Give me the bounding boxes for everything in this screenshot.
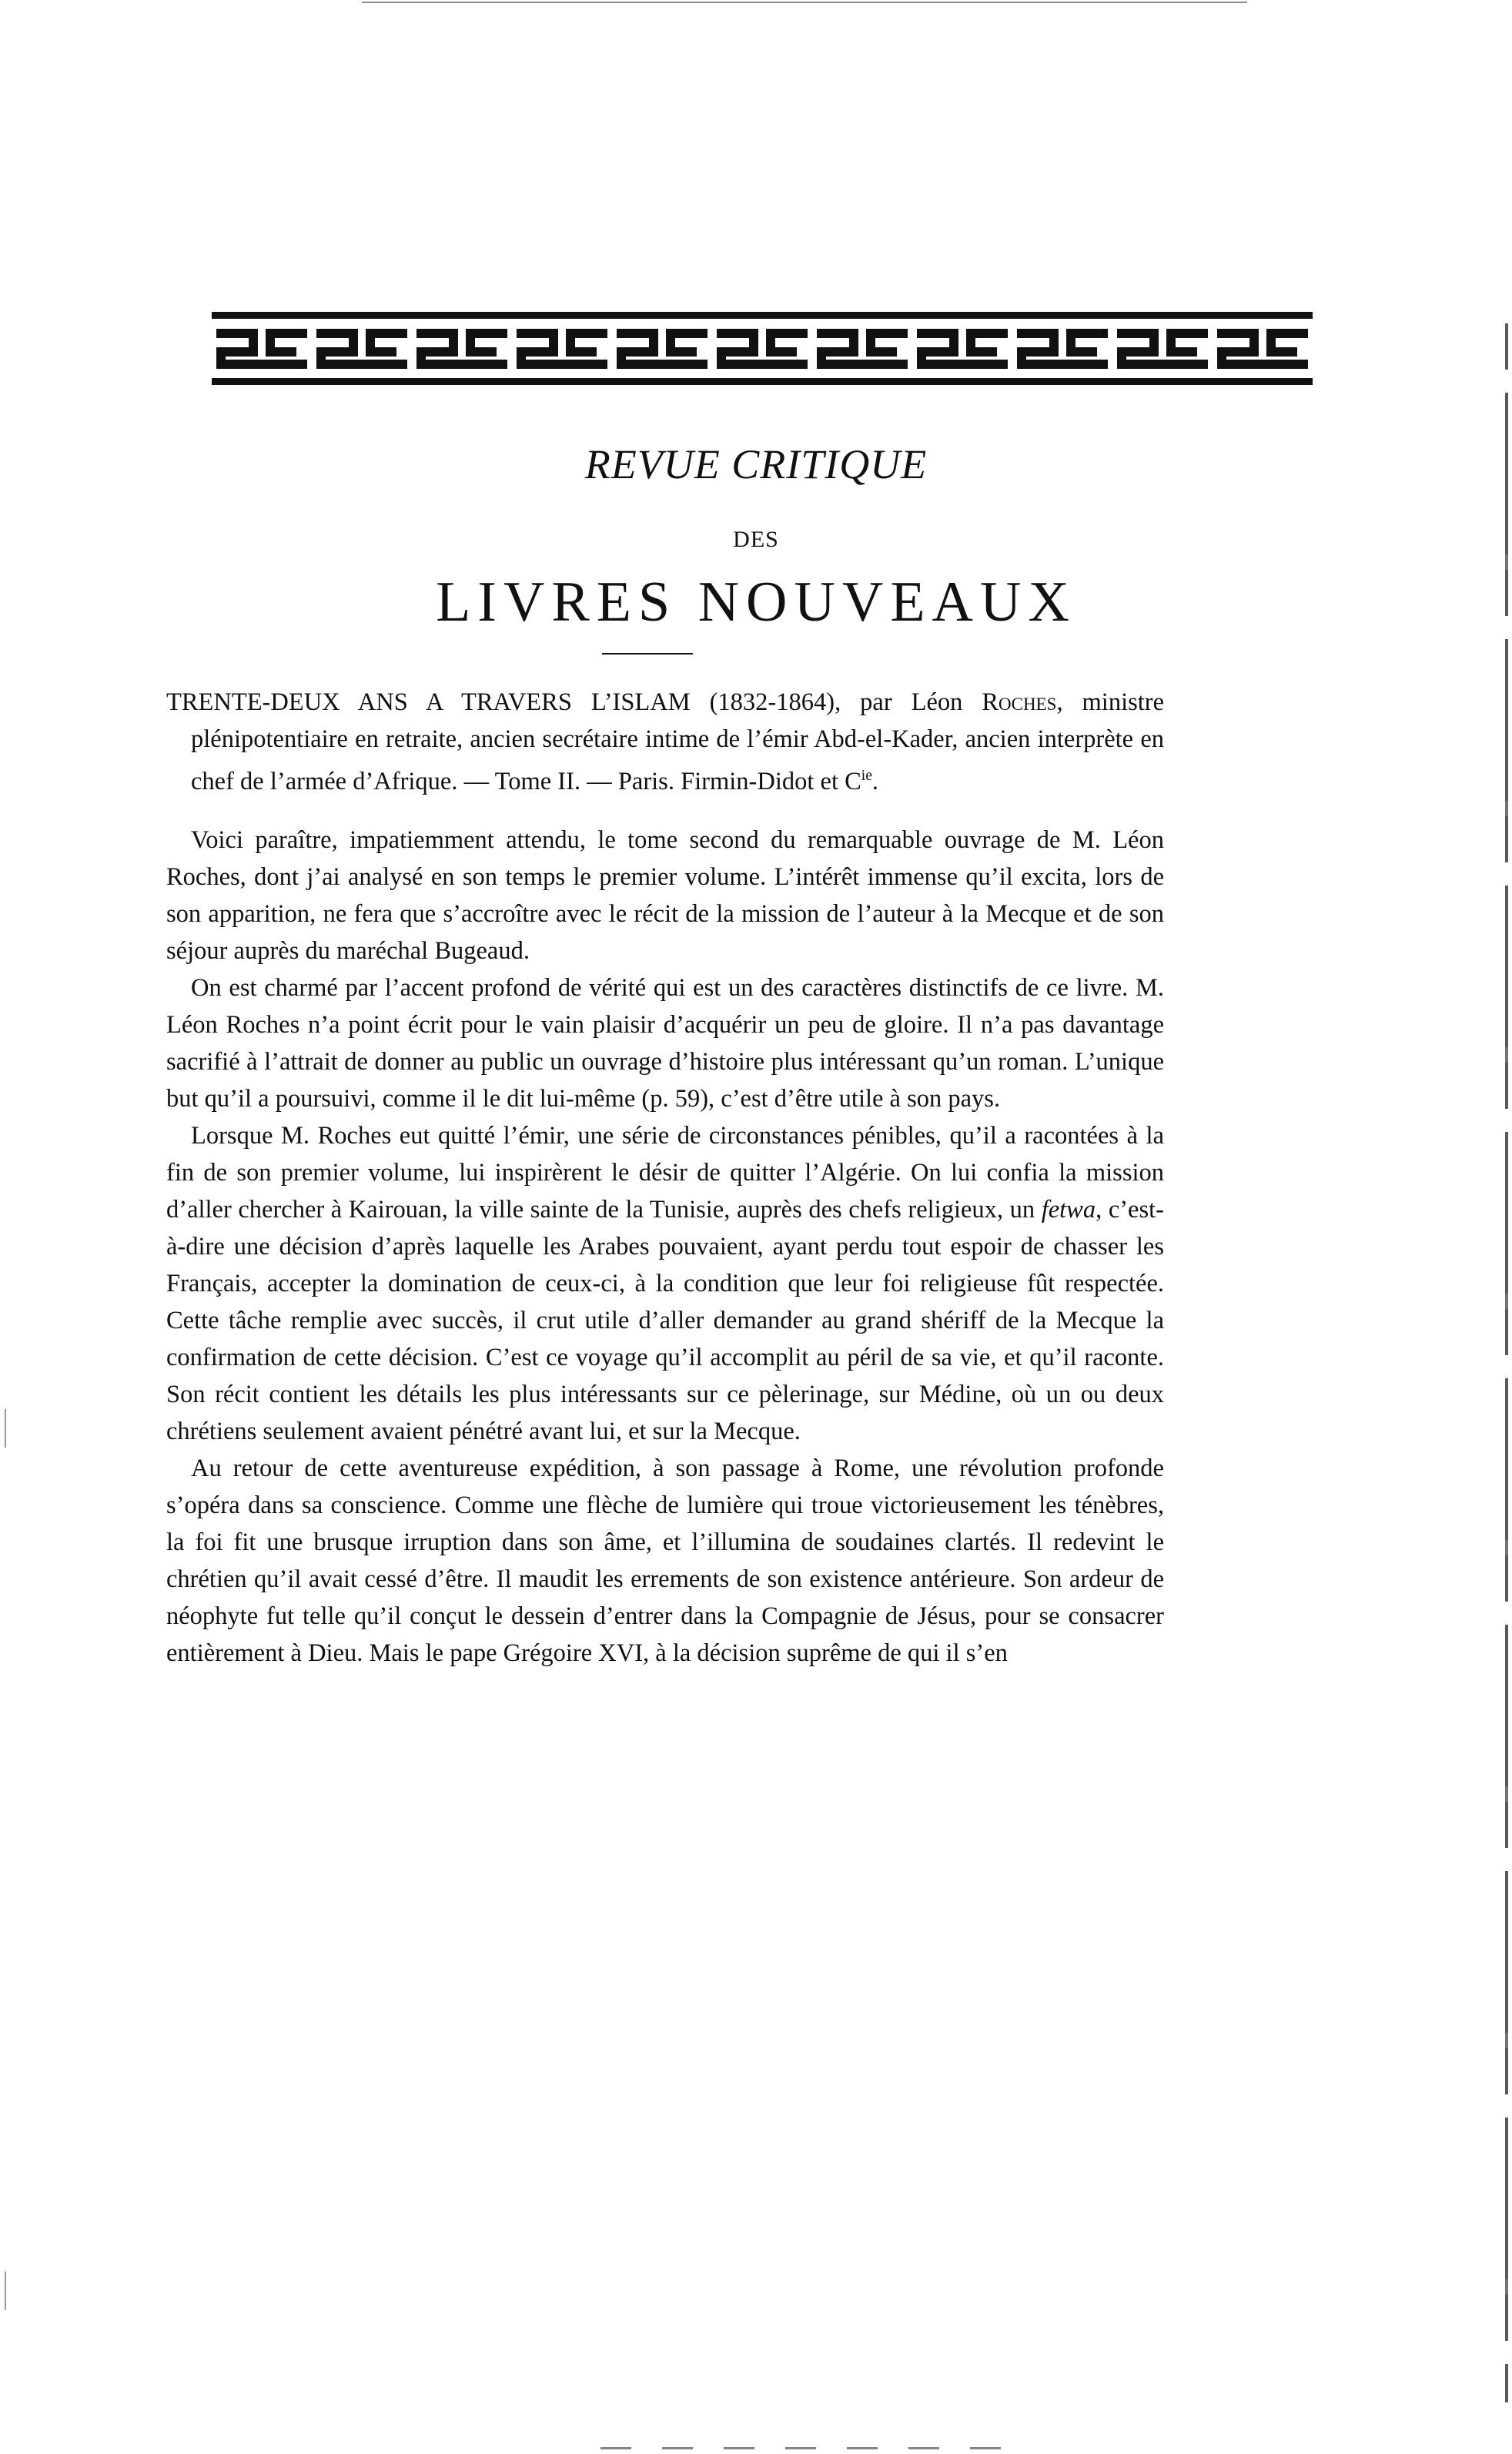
key-segment	[666, 347, 697, 357]
title-divider-rule	[602, 653, 693, 655]
book-ref-end: .	[871, 767, 878, 795]
author-last-name: Roches	[982, 688, 1057, 716]
key-segment	[966, 347, 997, 357]
scan-artifact-left-mark	[5, 1409, 6, 1448]
key-segment	[766, 347, 797, 357]
scan-artifact-bottom-dashes	[600, 2447, 1032, 2449]
scan-artifact-top-rule	[362, 2, 1247, 5]
key-segment	[617, 360, 707, 369]
key-segment	[817, 360, 908, 369]
paragraph-text: Lorsque M. Roches eut quitté l’émir, une série de circonstances pénibles, qu’il a racontées à la fin de son premier volume, lui inspirèrent le désir de quitter l’Algérie. On lui confia la mission d’aller chercher à Kairouan, la ville sainte de la Tunisie, auprès des chefs religieux, un	[166, 1121, 1164, 1224]
greek-key-ornament-svg	[212, 312, 1313, 385]
key-segment	[266, 347, 296, 357]
review-body	[166, 684, 1164, 1672]
scan-artifact-left-mark	[5, 2272, 6, 2310]
key-segment	[1066, 347, 1097, 357]
scan-artifact-right-edge	[1505, 323, 1508, 2402]
key-segment	[566, 347, 597, 357]
key-segment	[366, 347, 396, 357]
book-by: , par	[835, 688, 912, 716]
key-segment	[1217, 360, 1308, 369]
paragraph	[166, 1117, 1164, 1450]
key-segment	[717, 360, 808, 369]
key-segment	[316, 360, 407, 369]
key-segment	[517, 360, 607, 369]
key-segment	[1117, 360, 1208, 369]
ornament-bottom-band	[212, 378, 1313, 385]
key-segment	[917, 360, 1008, 369]
paragraph-text: , c’est-à-dire une décision d’après laquelle les Arabes pouvaient, ayant perdu tout espoir de chasser les Français, accepter la domination de ceux-ci, à la condition que leur foi religieuse fût respectée. Cette tâche remplie avec succès, il crut utile d’aller demander au grand shériff de la Mecque la confirmation de cette décision. C’est ce voyage qu’il accomplit au péril de sa vie, et qu’il raconte. Son récit contient les détails les plus intéressants sur ce pèlerinage, sur Médine, où un ou deux chrétiens seulement avaient pénétré avant lui, et sur la Mecque.	[166, 1195, 1164, 1445]
key-segment	[216, 360, 307, 369]
ornament-top-band	[212, 312, 1313, 319]
section-title-livres-nouveaux: LIVRES NOUVEAUX	[436, 571, 1076, 634]
book-reference	[166, 684, 1164, 800]
author-first-name: Léon	[911, 688, 982, 716]
book-details: , ministre plénipotentiaire en retraite, ancien secrétaire intime de l’émir Abd-el-Kader, ancien interprète en chef de l’armée d’Afrique. — Tome II. — Paris. Firmin-Didot et C	[191, 688, 1165, 795]
key-segment	[1017, 360, 1108, 369]
paragraph: On est charmé par l’accent profond de vérité qui est un des caractères distinctifs de ce livre. M. Léon Roches n’a point écrit pour le vain plaisir d’acquérir un peu de gloire. Il n’a pas davantage sacrifié à l’attrait de donner au public un ouvrage d’histoire plus intéressant qu’un roman. L’unique but qu’il a poursuivi, comme il le dit lui-même (p. 59), c’est d’être utile à son pays.	[166, 973, 1164, 1113]
italic-term-fetwa: fetwa	[1041, 1195, 1096, 1224]
key-segment	[416, 360, 507, 369]
key-segment	[1266, 347, 1297, 357]
paragraph: Voici paraître, impatiemment attendu, le tome second du remarquable ouvrage de M. Léon Roches, dont j’ai analysé en son temps le premier volume. L’intérêt immense qu’il excita, lors de son apparition, ne fera que s’accroître avec le récit de la mission de l’auteur à la Mecque et de son séjour auprès du maréchal Bugeaud.	[166, 825, 1164, 965]
key-segment	[1166, 347, 1197, 357]
key-segment	[866, 347, 897, 357]
paragraph: Au retour de cette aventureuse expédition, à son passage à Rome, une révolution profonde s’opéra dans sa conscience. Comme une flèche de lumière qui troue victorieusement les ténèbres, la foi fit une brusque irruption dans son âme, et l’illumina de soudaines clartés. Il redevint le chrétien qu’il avait cessé d’être. Il maudit les errements de son existence antérieure. Son ardeur de néophyte fut telle qu’il conçut le dessein d’entrer dans la Compagnie de Jésus, pour se consacrer entièrement à Dieu. Mais le pape Grégoire XVI, à la décision suprême de qui il s’en	[166, 1454, 1164, 1667]
book-title: TRENTE-DEUX ANS A TRAVERS L’ISLAM	[166, 688, 691, 716]
key-segment	[466, 347, 497, 357]
publisher-superscript: ie	[861, 768, 872, 784]
greek-key-ornament	[212, 312, 1313, 385]
book-dates: (1832-1864)	[709, 688, 835, 716]
section-title-revue-critique: REVUE CRITIQUE	[584, 441, 928, 487]
section-title-des: DES	[733, 527, 779, 552]
